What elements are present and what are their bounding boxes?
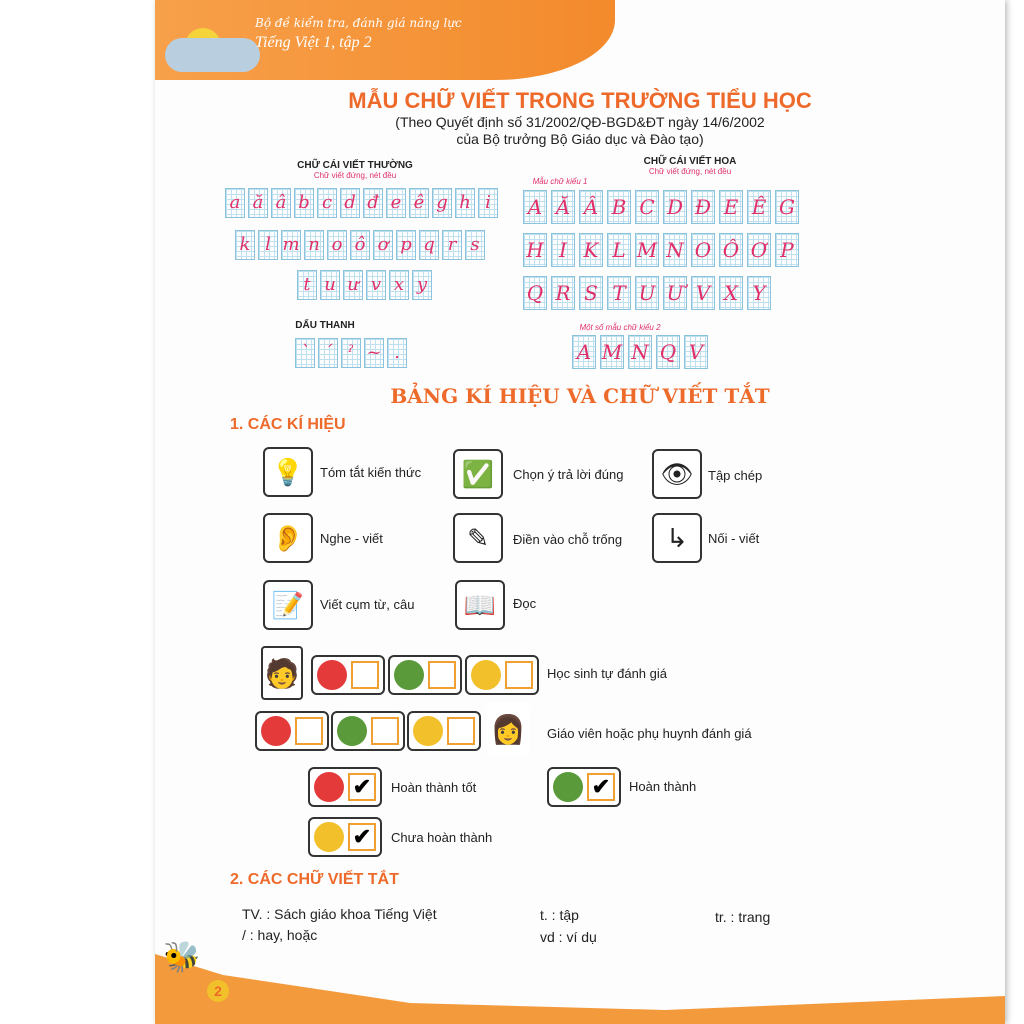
letter-cell: D	[663, 190, 687, 224]
letter-cell: c	[317, 188, 337, 218]
letter-cell: k	[235, 230, 255, 260]
letter-cell: ê	[409, 188, 429, 218]
symbol-label: Chọn ý trả lời đúng	[513, 467, 624, 482]
letter-cell: E	[719, 190, 743, 224]
uppercase-note: Chữ viết đứng, nét đều	[648, 167, 732, 176]
letter-cell: T	[607, 276, 631, 310]
symbol-label: Tóm tắt kiến thức	[320, 465, 422, 480]
letter-cell: q	[419, 230, 439, 260]
letter-cell: V	[691, 276, 715, 310]
letter-cell: ´	[318, 338, 338, 368]
letter-cell: I	[551, 233, 575, 267]
letter-cell: L	[607, 233, 631, 267]
subtitle-line1: (Theo Quyết định số 31/2002/QĐ-BGD&ĐT ngày 14/6/2002	[395, 114, 765, 130]
done-label: Hoàn thành	[629, 779, 697, 794]
letter-cell: R	[551, 276, 575, 310]
symbols-heading: 1. CÁC KÍ HIỆU	[230, 416, 346, 433]
letter-cell: .	[387, 338, 407, 368]
letter-cell: ~	[364, 338, 384, 368]
book-icon: 📖	[455, 580, 505, 630]
letter-cell: Ơ	[747, 233, 771, 267]
good-box	[308, 767, 382, 807]
letter-cell: V	[684, 335, 708, 369]
red-face-box	[255, 711, 329, 751]
letter-cell: N	[628, 335, 652, 369]
green-face-box	[388, 655, 462, 695]
letter-cell: r	[442, 230, 462, 260]
letter-cell: C	[635, 190, 659, 224]
green-face-box	[331, 711, 405, 751]
letter-cell: Ư	[663, 276, 687, 310]
symbol-label: Điền vào chỗ trống	[513, 532, 623, 547]
letter-cell: y	[412, 270, 432, 300]
not-done-box	[308, 817, 382, 857]
red-face-box	[311, 655, 385, 695]
letter-cell: N	[663, 233, 687, 267]
abbr-item: / : hay, hoặc	[242, 927, 318, 943]
lowercase-heading: CHỮ CÁI VIẾT THƯỜNG	[297, 160, 413, 171]
letter-cell: p	[396, 230, 416, 260]
done-box	[547, 767, 621, 807]
abbr-item: t. : tập	[540, 907, 579, 923]
letter-cell: A	[523, 190, 547, 224]
symbol-label: Nối - viết	[708, 531, 760, 546]
letter-cell: Ă	[551, 190, 575, 224]
lowercase-note: Chữ viết đứng, nét đều	[313, 171, 397, 180]
arrow-pen-icon: ↳	[652, 513, 702, 563]
section-title: BẢNG KÍ HIỆU VÀ CHỮ VIẾT TẮT	[390, 384, 770, 408]
ear-pen-icon: 👂	[263, 513, 313, 563]
book-title: Tiếng Việt 1, tập 2	[255, 34, 372, 51]
letter-cell: `	[295, 338, 315, 368]
letter-cell: o	[327, 230, 347, 260]
letter-cell: l	[258, 230, 278, 260]
letter-cell: A	[572, 335, 596, 369]
letter-cell: O	[691, 233, 715, 267]
symbol-label: Nghe - viết	[320, 531, 383, 546]
header-banner	[155, 0, 615, 80]
letter-cell: Ô	[719, 233, 743, 267]
abbr-item: TV. : Sách giáo khoa Tiếng Việt	[242, 906, 437, 922]
letter-cell: m	[281, 230, 301, 260]
letter-cell: Q	[656, 335, 680, 369]
letter-cell: G	[775, 190, 799, 224]
check-icon: ✔	[587, 773, 615, 801]
document-page	[155, 0, 1005, 1024]
footer-banner	[155, 954, 1005, 1024]
letter-cell: n	[304, 230, 324, 260]
good-label: Hoàn thành tốt	[391, 780, 477, 795]
page-number: 2	[207, 980, 229, 1002]
check-icon: ✔	[348, 773, 376, 801]
teacher-icon: 👩	[487, 702, 529, 756]
series-title: Bộ đề kiểm tra, đánh giá năng lực	[255, 16, 462, 30]
student-icon: 🧑	[261, 646, 303, 700]
tones-heading: DẤU THANH	[295, 320, 355, 331]
letter-cell: ư	[343, 270, 363, 300]
letter-cell: đ	[363, 188, 383, 218]
letter-cell: ˀ	[341, 338, 361, 368]
letter-cell: i	[478, 188, 498, 218]
letter-cell: M	[600, 335, 624, 369]
letter-cell: h	[455, 188, 475, 218]
letter-cell: Y	[747, 276, 771, 310]
letter-cell: t	[297, 270, 317, 300]
letter-cell: Q	[523, 276, 547, 310]
letter-cell: g	[432, 188, 452, 218]
letter-cell: x	[389, 270, 409, 300]
letter-cell: K	[579, 233, 603, 267]
letter-cell: Ê	[747, 190, 771, 224]
yellow-face-box	[407, 711, 481, 751]
abbr-item: tr. : trang	[715, 909, 771, 925]
subtitle-line2: của Bộ trưởng Bộ Giáo dục và Đào tạo)	[456, 131, 704, 147]
not-done-label: Chưa hoàn thành	[391, 830, 493, 845]
letter-cell: â	[271, 188, 291, 218]
letter-cell: ă	[248, 188, 268, 218]
letter-cell: Â	[579, 190, 603, 224]
letter-cell: P	[775, 233, 799, 267]
bee-icon: 🐝	[163, 941, 201, 974]
eye-pen-icon: 👁	[652, 449, 702, 499]
letter-cell: H	[523, 233, 547, 267]
symbol-label: Tập chép	[708, 468, 763, 483]
letter-cell: M	[635, 233, 659, 267]
letter-cell: d	[340, 188, 360, 218]
letter-cell: v	[366, 270, 386, 300]
check-icon: ✔	[348, 823, 376, 851]
pen-check-icon: ✅	[453, 449, 503, 499]
lightbulb-icon: 💡	[263, 447, 313, 497]
style1-label: Mẫu chữ kiểu 1	[532, 177, 588, 186]
letter-cell: B	[607, 190, 631, 224]
style2-label: Một số mẫu chữ kiểu 2	[579, 323, 661, 332]
self-eval-label: Học sinh tự đánh giá	[547, 666, 667, 681]
letter-cell: U	[635, 276, 659, 310]
letter-cell: X	[719, 276, 743, 310]
page-title: MẪU CHỮ VIẾT TRONG TRƯỜNG TIỂU HỌC	[348, 88, 812, 113]
abbr-heading: 2. CÁC CHỮ VIẾT TẮT	[230, 871, 399, 888]
yellow-face-box	[465, 655, 539, 695]
letter-cell: Đ	[691, 190, 715, 224]
symbol-label: Đọc	[513, 596, 537, 611]
letter-cell: e	[386, 188, 406, 218]
abbr-item: vd : ví dụ	[540, 929, 597, 945]
letter-cell: a	[225, 188, 245, 218]
letter-cell: ô	[350, 230, 370, 260]
letter-cell: b	[294, 188, 314, 218]
symbol-label: Viết cụm từ, câu	[320, 597, 415, 612]
letter-cell: u	[320, 270, 340, 300]
cloud-icon	[165, 38, 260, 72]
paper-pen-icon: 📝	[263, 580, 313, 630]
letter-cell: ơ	[373, 230, 393, 260]
dots-pen-icon: ✎	[453, 513, 503, 563]
letter-cell: s	[465, 230, 485, 260]
letter-cell: S	[579, 276, 603, 310]
teacher-eval-label: Giáo viên hoặc phụ huynh đánh giá	[547, 726, 752, 741]
uppercase-heading: CHỮ CÁI VIẾT HOA	[643, 156, 737, 167]
